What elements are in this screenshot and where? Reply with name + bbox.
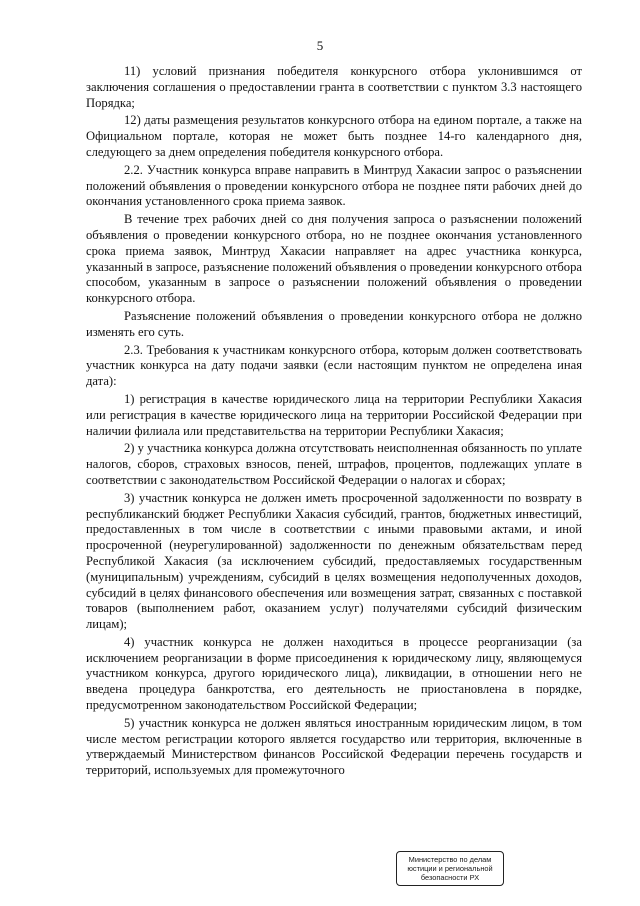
paragraph-requirement-5: 5) участник конкурса не должен являться иностранным юридическим лицом, в том числе местом регистрации которого является государство или территория, включенные в утверждаемый Министерством финансов Российской Федерации перечень государств и территорий, используемых для промежуточного [86,715,582,778]
ministry-stamp [396,851,504,886]
page-number: 5 [316,38,324,53]
paragraph-requirement-1: 1) регистрация в качестве юридического лица на территории Республики Хакасия или регистрация в качестве юридического лица на территории Российской Федерации при наличии филиала или представительства на территории Республики Хакасия; [86,391,582,438]
paragraph-requirement-3: 3) участник конкурса не должен иметь просроченной задолженности по возврату в республиканский бюджет Республики Хакасия субсидий, грантов, бюджетных инвестиций, предоставленных в том числе в соответствии с иными правовыми актами, и иной просроченной (неурегулированной) задолженности по денежным обязательствам перед Республикой Хакасия (за исключением субсидий, предоставляемых государственным (муниципальным) учреждениям, субсидий в целях возмещения недополученных доходов, субсидий в целях финансового обеспечения или возмещения затрат, связанных с поставкой товаров (выполнением работ, оказанием услуг) получателями субсидий физическим лицам); [86,490,582,632]
paragraph-item-11: 11) условий признания победителя конкурсного отбора уклонившимся от заключения соглашения о предоставлении гранта в соответствии с пунктом 3.3 настоящего Порядка; [86,64,582,110]
paragraph-2-2: 2.2. Участник конкурса вправе направить в Минтруд Хакасии запрос о разъяснении положений объявления о проведении конкурсного отбора не позднее пяти рабочих дней до окончания установленного срока приема заявок. [86,162,582,209]
stamp-line-1: Министерство по делам [408,855,492,864]
document-body [86,64,582,781]
paragraph-item-12: 12) даты размещения результатов конкурсного отбора на едином портале, а также на Официальном портале, которая не может быть позднее 14-го календарного дня, следующего за днем определения победителя конкурсного отбора. [86,113,582,159]
stamp-line-3: безопасности РХ [420,873,480,883]
paragraph-clarification-essence: Разъяснение положений объявления о проведении конкурсного отбора не должно изменять его суть. [86,308,582,339]
stamp-line-2: юстиции и региональной [407,864,493,874]
paragraph-2-3: 2.3. Требования к участникам конкурсного отбора, которым должен соответствовать участник конкурса на дату подачи заявки (если настоящим пунктом не определена иная дата): [86,342,582,389]
paragraph-requirement-4: 4) участник конкурса не должен находиться в процессе реорганизации (за исключением реорганизации в форме присоединения к юридическому лицу, являющемуся участником конкурса, другого юридического лица), ликвидации, в отношении него не введена процедура банкротства, его деятельность не приостановлена в порядке, предусмотренном законодательством Российской Федерации; [86,634,582,713]
paragraph-clarification-term: В течение трех рабочих дней со дня получения запроса о разъяснении положений объявления о проведении конкурсного отбора, но не позднее окончания установленного срока приема заявок, Минтруд Хакасии направляет на адрес участника конкурса, указанный в запросе, разъяснение положений объявления о проведении конкурсного отбора способом, указанным в запросе о разъяснении положений объявления о проведении конкурсного отбора. [86,212,582,306]
paragraph-requirement-2: 2) у участника конкурса должна отсутствовать неисполненная обязанность по уплате налогов, сборов, страховых взносов, пеней, штрафов, процентов, подлежащих уплате в соответствии с законодательством Российской Федерации о налогах и сборах; [86,441,582,487]
